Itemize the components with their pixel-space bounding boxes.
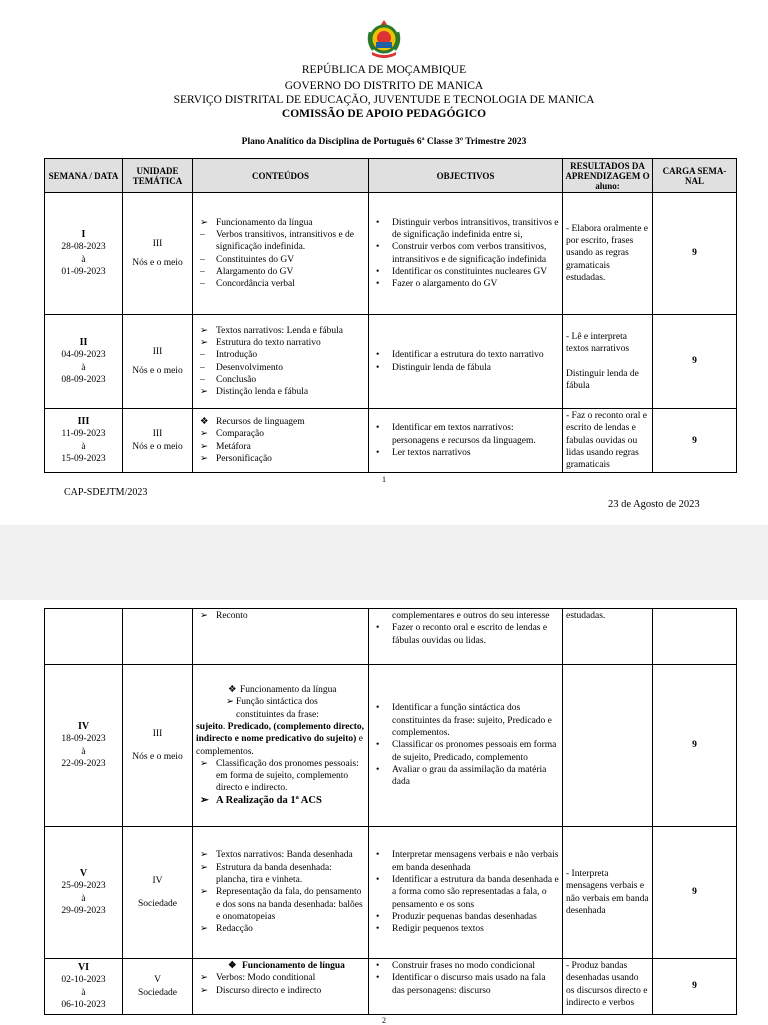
unit-number: V — [154, 975, 161, 986]
unit-name: Nós e o meio — [132, 257, 183, 268]
unit-cell — [123, 665, 193, 827]
week-cell — [45, 315, 123, 409]
objective-item: • Interpretar mensagens verbais e não verbais em banda desenhada — [376, 850, 559, 873]
page-number: 2 — [382, 1016, 386, 1025]
load-cell: 9 — [653, 665, 737, 827]
date-to: 01-09-2023 — [61, 266, 106, 277]
content-item: ➢ Função sintáctica dos constituintes da frase: — [226, 697, 319, 720]
week-number: I — [81, 228, 86, 240]
table-row — [45, 315, 737, 409]
table-row — [45, 193, 737, 315]
objective-item: • Identificar a estrutura do texto narrativo — [376, 350, 544, 361]
objective-item: • Identificar o discurso mais usado na fala das personagens: discurso — [376, 973, 546, 996]
result-text: Distinguir lenda de fábula — [566, 368, 639, 391]
objective-item: • Redigir pequenos textos — [376, 924, 484, 935]
content-detail: sujeito. Predicado, (complemento directo, indirecto e nome predicativo do sujeito) e complementos. — [196, 721, 364, 757]
objective-item: • Classificar os pronomes pessoais em forma de sujeito, Predicado, complemento — [376, 740, 557, 763]
table-row — [45, 665, 737, 827]
unit-number: III — [152, 429, 163, 440]
week-number: VI — [77, 961, 90, 973]
col-resultados: RESULTADOS DA APRENDIZAGEM O aluno: — [563, 159, 653, 193]
objective-item: • Fazer o reconto oral e escrito de lendas e fábulas ouvidas ou lidas. — [376, 623, 548, 646]
objectives-cell — [369, 609, 563, 665]
content-item: ❖ Recursos de linguagem — [200, 417, 305, 428]
content-item: ➢ Representação da fala, do pensamento e dos sons na banda desenhada: balões e onomatopeias — [200, 887, 363, 922]
contents-cell — [193, 665, 369, 827]
unit-cell — [123, 193, 193, 315]
footer-date: 23 de Agosto de 2023 — [608, 499, 700, 510]
content-item: ➢ Verbos: Modo conditional — [200, 973, 316, 984]
objective-item: • Produzir pequenas bandas desenhadas — [376, 911, 537, 922]
plan-title: Plano Analítico da Disciplina de Português 6ª Classe 3º Trimestre 2023 — [241, 137, 527, 147]
results-cell: - Faz o reconto oral e escrito de lendas e fabulas ouvidas ou lidas usando regras gramaticais — [563, 409, 653, 473]
content-item: – Constituintes do GV — [200, 254, 295, 265]
coat-of-arms-emblem — [364, 18, 404, 60]
table-header-row — [45, 159, 737, 193]
unit-cell — [123, 609, 193, 665]
date-to: 06-10-2023 — [61, 999, 106, 1010]
objectives-cell — [369, 827, 563, 959]
content-item: ➢ Personificação — [200, 454, 272, 465]
contents-cell — [193, 959, 369, 1015]
unit-name: Nós e o meio — [132, 441, 183, 452]
content-item: ➢ Funcionamento da língua — [200, 217, 313, 228]
col-semana: SEMANA / DATA — [45, 159, 123, 193]
objectives-cell — [369, 409, 563, 473]
objective-continuation: complementares e outros do seu interesse — [392, 611, 550, 621]
table-row — [45, 827, 737, 959]
week-cell — [45, 193, 123, 315]
week-cell — [45, 827, 123, 959]
unit-cell — [123, 959, 193, 1015]
content-item: – Conclusão — [200, 374, 257, 385]
objectives-cell — [369, 193, 563, 315]
contents-cell — [193, 193, 369, 315]
contents-cell — [193, 409, 369, 473]
footer-reference: CAP-SDEJTM/2023 — [64, 487, 148, 498]
date-to: 29-09-2023 — [61, 905, 106, 916]
date-sep: à — [81, 893, 86, 904]
date-from: 02-10-2023 — [61, 975, 106, 986]
plan-table-page2 — [44, 608, 737, 1015]
date-sep: à — [81, 987, 86, 998]
contents-cell — [193, 827, 369, 959]
results-cell: - Interpreta mensagens verbais e não verbais em banda desenhada — [563, 827, 653, 959]
results-cell: - Elabora oralmente e por escrito, frases usando as regras gramaticais estudadas. — [563, 193, 653, 315]
week-number: II — [79, 336, 88, 348]
unit-name: Nós e o meio — [132, 365, 183, 376]
result-text: - Lê e interpreta textos narrativos — [566, 331, 630, 355]
objective-item: • Construir verbos com verbos transitivos, intransitivos e de significação indefinida — [376, 242, 547, 265]
objective-item: • Construir frases no modo condicional — [376, 961, 536, 971]
load-cell: 9 — [653, 193, 737, 315]
page-gap — [0, 525, 768, 600]
header-commission: COMISSÃO DE APOIO PEDAGÓGICO — [281, 108, 487, 120]
content-item: – Alargamento do GV — [200, 266, 294, 277]
unit-name: Nós e o meio — [132, 751, 183, 762]
results-cell — [563, 665, 653, 827]
date-from: 04-09-2023 — [61, 350, 106, 361]
objective-item: • Identificar os constituintes nucleares GV — [376, 266, 548, 277]
page-2 — [0, 600, 768, 1024]
content-item: ➢ Textos narrativos: Lenda e fábula — [200, 325, 344, 336]
results-cell: - Produz bandas desenhadas usando os discursos directo e indirecto e verbos — [563, 959, 653, 1015]
header-republic: REPÚBLICA DE MOÇAMBIQUE — [301, 64, 467, 76]
objective-item: • Identificar em textos narrativos: personagens e recursos da linguagem. — [376, 423, 536, 446]
unit-name: Sociedade — [137, 898, 178, 909]
date-sep: à — [81, 441, 86, 452]
date-from: 28-08-2023 — [61, 242, 106, 253]
date-sep: à — [81, 362, 86, 373]
load-cell: 9 — [653, 959, 737, 1015]
objective-item: • Distinguir lenda de fábula — [376, 362, 491, 373]
week-number: III — [77, 416, 90, 428]
unit-number: III — [152, 347, 163, 358]
col-unidade: UNIDADE TEMÁTICA — [123, 159, 193, 193]
load-cell: 9 — [653, 827, 737, 959]
content-item: ➢ Comparação — [200, 429, 265, 440]
date-to: 08-09-2023 — [61, 374, 106, 385]
content-item: ➢ A Realização da 1ª ACS — [200, 794, 322, 806]
content-item: ➢ Reconto — [200, 611, 248, 621]
date-to: 22-09-2023 — [61, 758, 106, 769]
content-item: ➢ Distinção lenda e fábula — [200, 387, 309, 398]
contents-cell — [193, 315, 369, 409]
load-cell — [653, 609, 737, 665]
content-item: ➢ Estrutura do texto narrativo — [200, 337, 321, 348]
objectives-cell — [369, 959, 563, 1015]
header-government: GOVERNO DO DISTRITO DE MANICA — [284, 80, 484, 92]
col-conteudos: CONTEÚDOS — [193, 159, 369, 193]
content-item: – Verbos transitivos, intransitivos e de significação indefinida. — [200, 229, 354, 253]
table-row — [45, 959, 737, 1015]
objectives-cell — [369, 315, 563, 409]
objective-item: • Distinguir verbos intransitivos, transitivos e de significação indefinida entre si, — [376, 217, 559, 240]
content-item: ➢ Textos narrativos: Banda desenhada — [200, 850, 353, 861]
content-item: ➢ Metáfora — [200, 441, 251, 452]
content-item: ➢ Redacção — [200, 924, 253, 935]
col-objectivos: OBJECTIVOS — [369, 159, 563, 193]
contents-cell — [193, 609, 369, 665]
results-cell: estudadas. — [563, 609, 653, 665]
objective-item: • Identificar a função sintáctica dos constituintes da frase: sujeito, Predicado e complementos. — [376, 703, 552, 739]
date-from: 11-09-2023 — [61, 429, 106, 440]
content-item: – Concordância verbal — [200, 279, 295, 290]
objective-item: • Fazer o alargamento do GV — [376, 279, 498, 290]
table-row — [45, 409, 737, 473]
week-cell — [45, 665, 123, 827]
date-sep: à — [81, 254, 86, 265]
week-cell — [45, 609, 123, 665]
table-row — [45, 609, 737, 665]
unit-name: Sociedade — [137, 987, 178, 998]
objectives-cell — [369, 665, 563, 827]
unit-number: III — [152, 239, 163, 250]
plan-table-page1 — [44, 158, 737, 473]
content-item: – Introdução — [200, 350, 258, 361]
unit-cell — [123, 315, 193, 409]
unit-number: IV — [152, 876, 163, 887]
objective-item: • Ler textos narrativos — [376, 447, 471, 458]
objective-item: • Identificar a estrutura da banda desenhada e a forma como são representadas a fala, o pensamento e os sons — [376, 875, 559, 910]
week-cell — [45, 959, 123, 1015]
date-from: 25-09-2023 — [61, 881, 106, 892]
load-cell: 9 — [653, 315, 737, 409]
load-cell: 9 — [653, 409, 737, 473]
col-carga: CARGA SEMA- NAL — [653, 159, 737, 193]
header-service: SERVIÇO DISTRITAL DE EDUCAÇÃO, JUVENTUDE E TECNOLOGIA DE MANICA — [173, 94, 595, 106]
content-heading: ❖ Funcionamento de língua — [228, 961, 345, 971]
date-from: 18-09-2023 — [61, 734, 106, 745]
unit-number: III — [152, 729, 163, 740]
content-item: ➢ Discurso directo e indirecto — [200, 985, 322, 996]
week-cell — [45, 409, 123, 473]
date-to: 15-09-2023 — [61, 454, 106, 465]
week-number: V — [79, 867, 88, 879]
unit-cell — [123, 827, 193, 959]
page-number: 1 — [382, 475, 386, 484]
content-item: ➢ Estrutura da banda desenhada: plancha, tira e vinheta. — [200, 862, 332, 886]
content-item: – Desenvolvimento — [200, 362, 284, 373]
objective-item: • Avaliar o grau da assimilação da matéria dada — [376, 764, 547, 788]
results-cell — [563, 315, 653, 409]
content-item: ➢ Classificação dos pronomes pessoais: em forma de sujeito, complemento directo e indirecto. — [200, 758, 359, 794]
content-heading: ❖ Funcionamento da língua — [228, 685, 337, 696]
week-number: IV — [77, 720, 90, 732]
unit-cell — [123, 409, 193, 473]
date-sep: à — [81, 746, 86, 757]
